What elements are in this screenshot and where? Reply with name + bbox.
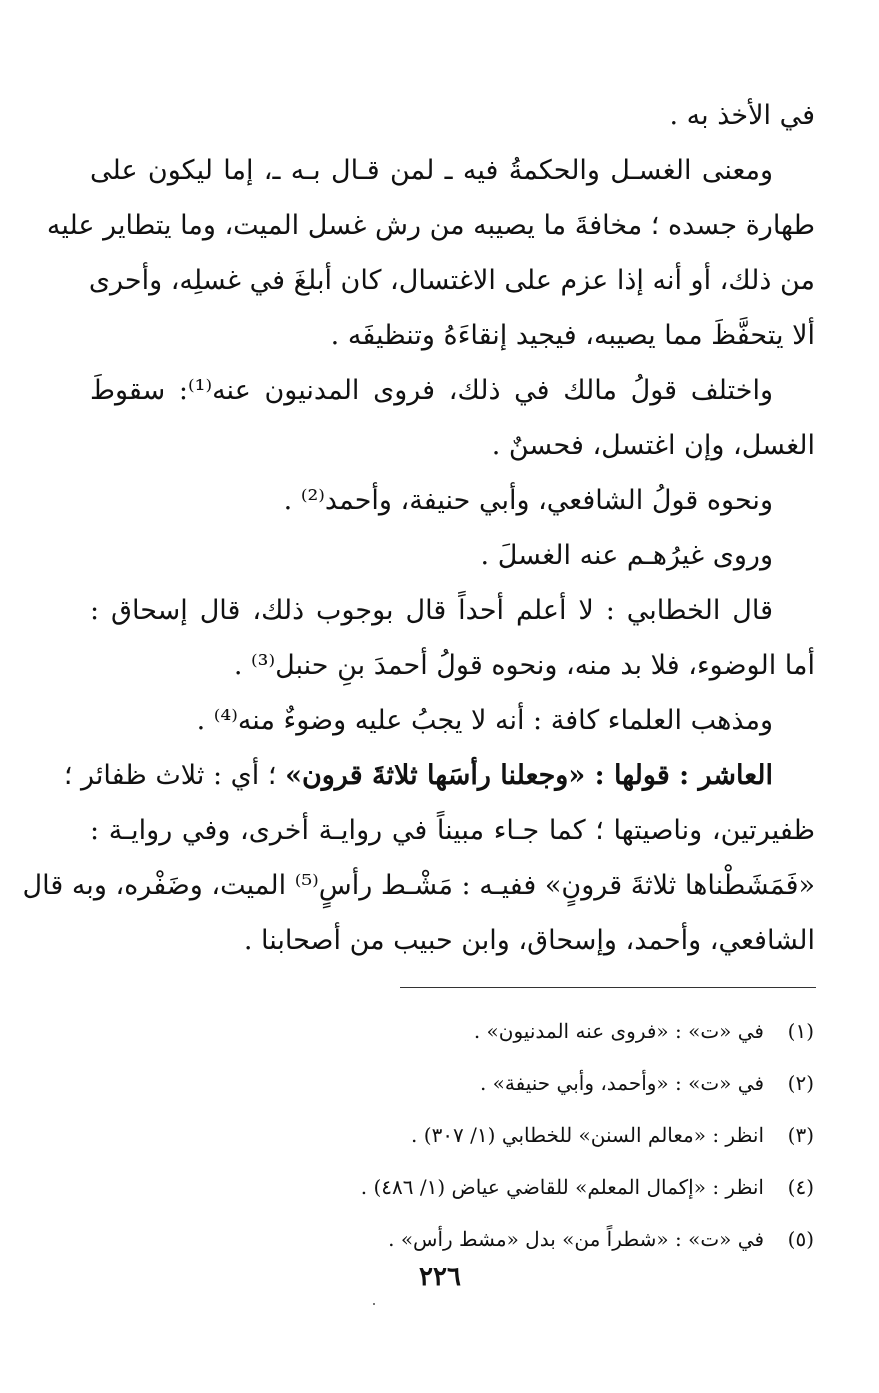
bold-heading: العاشر : قولها : «وجعلنا رأسَها ثلاثةَ قرون» bbox=[285, 760, 773, 791]
footnote-number: (١) bbox=[787, 1019, 814, 1043]
page-number: ٢٢٦ bbox=[419, 1262, 461, 1292]
footnote-text: انظر : «إكمال المعلم» للقاضي عياض (١/ ٤٨٦) . bbox=[360, 1175, 764, 1199]
footnote-number: (٤) bbox=[787, 1175, 814, 1199]
text-line-16: الشافعي، وأحمد، وإسحاق، وابن حبيب من أصحابنا . bbox=[243, 925, 815, 956]
footnote-number: (٣) bbox=[787, 1123, 814, 1147]
footnotes bbox=[300, 1005, 814, 1265]
text-line-2: ومعنى الغسـل والحكمةُ فيه ـ لمن قـال بـه ـ، إما ليكون على bbox=[90, 155, 773, 186]
text-line-13 bbox=[63, 748, 815, 803]
text-line-5: ألا يتحفَّظَ مما يصيبه، فيجيد إنقاءَهُ وتنظيفَه . bbox=[330, 320, 815, 351]
footnote-divider bbox=[400, 987, 816, 988]
footnote-3 bbox=[300, 1109, 814, 1161]
text-line-6: واختلف قولُ مالك في ذلك، فروى المدنيون عنه⁽¹⁾: سقوطَ bbox=[90, 375, 773, 406]
footnote-number: (٥) bbox=[787, 1227, 814, 1251]
footnote-text: انظر : «معالم السنن» للخطابي (١/ ٣٠٧) . bbox=[411, 1123, 764, 1147]
text-line-10: قال الخطابي : لا أعلم أحداً قال بوجوب ذلك، قال إسحاق : bbox=[90, 595, 773, 626]
footnote-text: في «ت» : «شطراً من» بدل «مشط رأس» . bbox=[388, 1227, 764, 1251]
footnote-1 bbox=[300, 1005, 814, 1057]
text-line-9: وروى غيرُهـم عنه الغسلَ . bbox=[480, 540, 773, 571]
text-line-12: ومذهب العلماء كافة : أنه لا يجبُ عليه وضوءٌ منه⁽⁴⁾ . bbox=[196, 705, 773, 736]
heading-rest: ؛ أي : ثلاث ظفائر ؛ bbox=[63, 760, 286, 791]
footnote-5 bbox=[300, 1213, 814, 1265]
footnote-2 bbox=[300, 1057, 814, 1109]
text-line-4: من ذلك، أو أنه إذا عزم على الاغتسال، كان أبلغَ في غسلِه، وأحرى bbox=[88, 265, 815, 296]
text-line-11: أما الوضوء، فلا بد منه، ونحوه قولُ أحمدَ بنِ حنبل⁽³⁾ . bbox=[233, 650, 815, 681]
text-line-14: ظفيرتين، وناصيتها ؛ كما جـاء مبيناً في روايـة أخرى، وفي روايـة : bbox=[90, 815, 815, 846]
text-line-1: في الأخذ به . bbox=[669, 100, 815, 131]
footnote-text: في «ت» : «وأحمد، وأبي حنيفة» . bbox=[479, 1071, 764, 1095]
footnote-number: (٢) bbox=[787, 1071, 814, 1095]
scan-speck bbox=[373, 1303, 375, 1305]
text-line-8: ونحوه قولُ الشافعي، وأبي حنيفة، وأحمد⁽²⁾ . bbox=[283, 485, 773, 516]
footnote-4 bbox=[300, 1161, 814, 1213]
text-line-3: طهارة جسده ؛ مخافةَ ما يصيبه من رش غسل الميت، وما يتطاير عليه bbox=[46, 210, 815, 241]
text-line-7: الغسل، وإن اغتسل، فحسنٌ . bbox=[491, 430, 815, 461]
text-line-15: «فَمَشَطْناها ثلاثةَ قرونٍ» ففيـه : مَشْـط رأسٍ⁽⁵⁾ الميت، وضَفْره، وبه قال bbox=[22, 870, 815, 901]
main-text bbox=[22, 88, 815, 968]
footnote-text: في «ت» : «فروى عنه المدنيون» . bbox=[473, 1019, 764, 1043]
